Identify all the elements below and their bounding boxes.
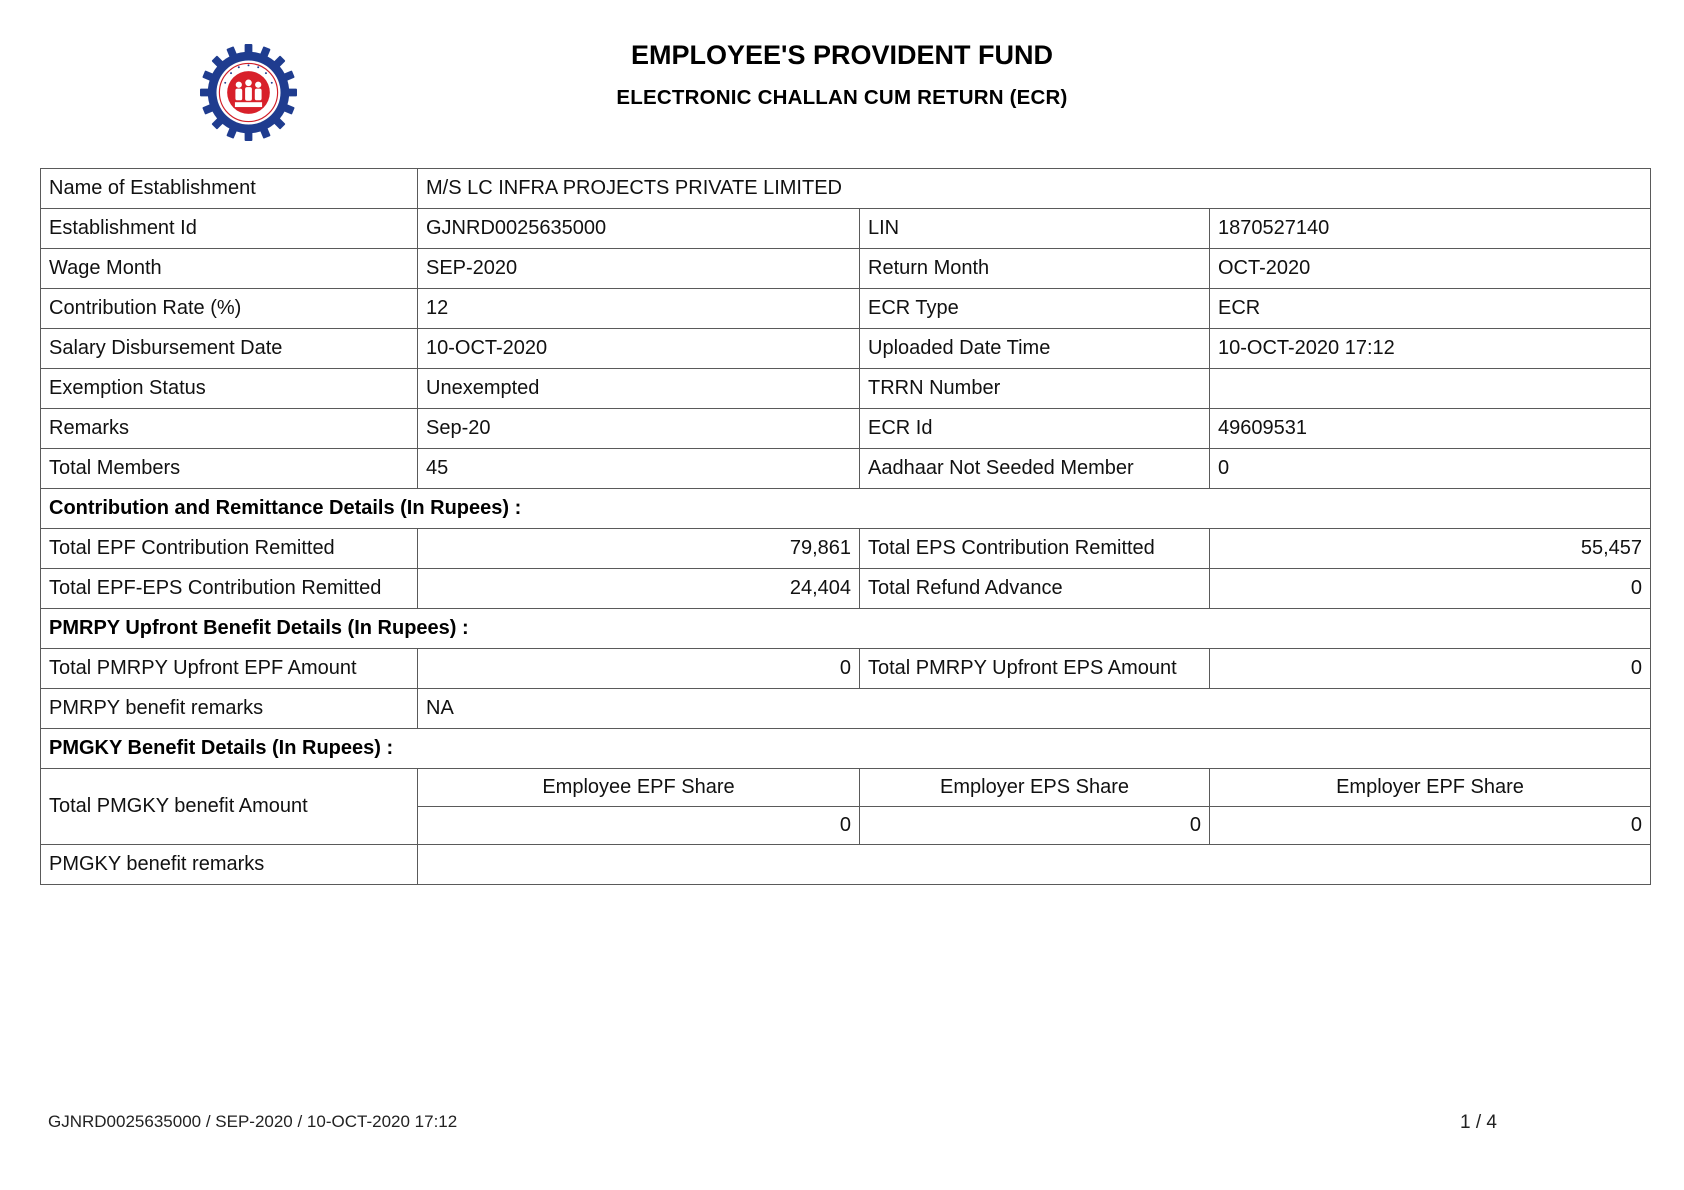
table-row [41,209,1651,249]
ecr-id-value: 49609531 [1210,409,1651,449]
eps-contribution-value: 55,457 [1210,529,1651,569]
table-row [41,329,1651,369]
salary-date-label: Salary Disbursement Date [41,329,418,369]
table-row [41,489,1651,529]
pmrpy-eps-value: 0 [1210,649,1651,689]
establishment-id-label: Establishment Id [41,209,418,249]
establishment-id-value: GJNRD0025635000 [418,209,860,249]
table-row [41,689,1651,729]
contribution-rate-value: 12 [418,289,860,329]
total-members-value: 45 [418,449,860,489]
uploaded-datetime-value: 10-OCT-2020 17:12 [1210,329,1651,369]
pmrpy-epf-value: 0 [418,649,860,689]
pmgky-column-header: Employer EPS Share [860,769,1210,807]
establishment-name-value: M/S LC INFRA PROJECTS PRIVATE LIMITED [418,169,1651,209]
document-title: EMPLOYEE'S PROVIDENT FUND [631,40,1053,70]
ecr-id-label: ECR Id [860,409,1210,449]
exemption-status-value: Unexempted [418,369,860,409]
table-row [41,649,1651,689]
return-month-value: OCT-2020 [1210,249,1651,289]
pmgky-section-heading: PMGKY Benefit Details (In Rupees) : [41,729,1651,769]
contribution-section-heading: Contribution and Remittance Details (In Rupees) : [41,489,1651,529]
pmgky-column-header: Employee EPF Share [418,769,860,807]
aadhaar-not-seeded-label: Aadhaar Not Seeded Member [860,449,1210,489]
table-row [41,449,1651,489]
pmgky-remarks-value [418,845,1651,885]
pmrpy-remarks-value: NA [418,689,1651,729]
epf-contribution-value: 79,861 [418,529,860,569]
pmgky-column-header: Employer EPF Share [1210,769,1651,807]
document-subtitle: ELECTRONIC CHALLAN CUM RETURN (ECR) [616,86,1068,109]
pmgky-employer-eps-value: 0 [860,807,1210,845]
epf-eps-contribution-label: Total EPF-EPS Contribution Remitted [41,569,418,609]
return-month-label: Return Month [860,249,1210,289]
total-members-label: Total Members [41,449,418,489]
pmgky-employee-epf-value: 0 [418,807,860,845]
contribution-rate-label: Contribution Rate (%) [41,289,418,329]
ecr-summary-table [40,168,1651,885]
lin-label: LIN [860,209,1210,249]
page-indicator: 1 / 4 [1460,1112,1497,1133]
ecr-type-label: ECR Type [860,289,1210,329]
table-row [41,569,1651,609]
pmgky-employer-epf-value: 0 [1210,807,1651,845]
remarks-label: Remarks [41,409,418,449]
establishment-name-label: Name of Establishment [41,169,418,209]
refund-advance-value: 0 [1210,569,1651,609]
table-row [41,369,1651,409]
uploaded-datetime-label: Uploaded Date Time [860,329,1210,369]
table-row [41,169,1651,209]
table-row [41,769,1651,807]
pmrpy-remarks-label: PMRPY benefit remarks [41,689,418,729]
table-row [41,609,1651,649]
exemption-status-label: Exemption Status [41,369,418,409]
trrn-number-label: TRRN Number [860,369,1210,409]
epf-contribution-label: Total EPF Contribution Remitted [41,529,418,569]
refund-advance-label: Total Refund Advance [860,569,1210,609]
salary-date-value: 10-OCT-2020 [418,329,860,369]
ecr-type-value: ECR [1210,289,1651,329]
table-row [41,845,1651,885]
table-row [41,289,1651,329]
pmrpy-section-heading: PMRPY Upfront Benefit Details (In Rupees) : [41,609,1651,649]
pmrpy-epf-label: Total PMRPY Upfront EPF Amount [41,649,418,689]
table-row [41,529,1651,569]
wage-month-value: SEP-2020 [418,249,860,289]
table-row [41,409,1651,449]
pmrpy-eps-label: Total PMRPY Upfront EPS Amount [860,649,1210,689]
table-row [41,249,1651,289]
aadhaar-not-seeded-value: 0 [1210,449,1651,489]
pmgky-amount-label: Total PMGKY benefit Amount [41,769,418,845]
footer-reference: GJNRD0025635000 / SEP-2020 / 10-OCT-2020 17:12 [48,1112,458,1131]
table-row [41,729,1651,769]
remarks-value: Sep-20 [418,409,860,449]
wage-month-label: Wage Month [41,249,418,289]
trrn-number-value [1210,369,1651,409]
epf-eps-contribution-value: 24,404 [418,569,860,609]
lin-value: 1870527140 [1210,209,1651,249]
eps-contribution-label: Total EPS Contribution Remitted [860,529,1210,569]
pmgky-remarks-label: PMGKY benefit remarks [41,845,418,885]
